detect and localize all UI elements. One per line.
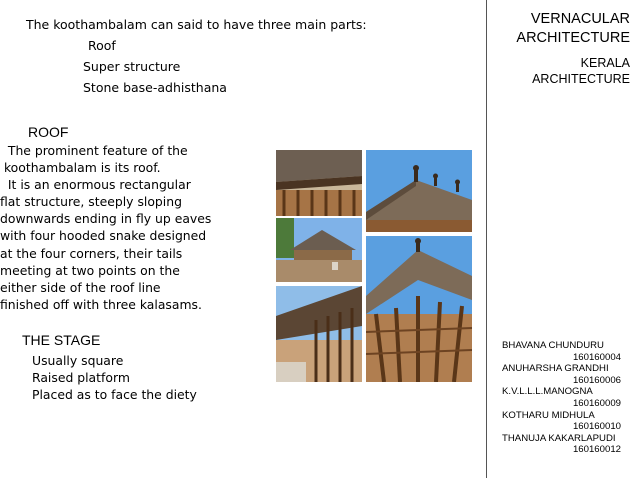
author-entry (502, 340, 632, 363)
author-id: 160160009 (572, 397, 621, 409)
stage-item: Placed as to face the diety (32, 387, 197, 402)
author-id: 160160004 (572, 351, 621, 363)
photo-roof-kalasam (366, 150, 472, 232)
roof-line: meeting at two points on the (0, 262, 180, 278)
roof-line: flat structure, steeply sloping (0, 194, 182, 210)
subtitle-kerala-architecture (532, 55, 630, 87)
author-entry (502, 386, 632, 409)
author-list (502, 340, 632, 456)
intro-lead: The koothambalam can said to have three main parts: (26, 17, 367, 32)
author-name: KOTHARU MIDHULA (502, 409, 595, 421)
intro-block (26, 14, 367, 98)
photo-roof-corner (366, 236, 472, 382)
intro-part-superstructure: Super structure (83, 59, 181, 74)
author-name: ANUHARSHA GRANDHI (502, 363, 609, 375)
subtitle-line: ARCHITECTURE (532, 72, 630, 86)
photo-colonnade (276, 286, 362, 382)
roof-line: It is an enormous rectangular (0, 177, 191, 193)
vertical-divider (486, 0, 487, 478)
author-name: THANUJA KAKARLAPUDI (502, 432, 616, 444)
photo-roof-eave (276, 150, 362, 216)
roof-line: either side of the roof line (0, 279, 161, 295)
intro-part-base: Stone base-adhisthana (83, 80, 227, 95)
author-id: 160160010 (572, 421, 621, 433)
roof-line: at the four corners, their tails (0, 245, 183, 261)
stage-heading: THE STAGE (22, 332, 101, 348)
roof-line: downwards ending in fly up eaves (0, 211, 212, 227)
author-name: BHAVANA CHUNDURU (502, 340, 604, 351)
author-id: 160160006 (572, 374, 621, 386)
roof-line: koothambalam is its roof. (0, 160, 161, 176)
roof-description (0, 142, 268, 313)
photo-koothambalam-exterior (276, 218, 362, 282)
roof-heading: ROOF (28, 124, 69, 140)
author-entry (502, 433, 632, 456)
roof-line: with four hooded snake designed (0, 228, 207, 244)
author-name: K.V.L.L.L.MANOGNA (502, 386, 593, 398)
stage-item: Raised platform (32, 370, 130, 385)
title-vernacular-architecture (516, 10, 630, 48)
title-line: ARCHITECTURE (516, 30, 630, 46)
intro-part-roof: Roof (88, 38, 116, 53)
title-line: VERNACULAR (530, 11, 630, 27)
roof-line: The prominent feature of the (0, 143, 188, 158)
author-entry (502, 410, 632, 433)
author-id: 160160012 (572, 444, 621, 456)
roof-line: finished off with three kalasams. (0, 296, 202, 312)
subtitle-line: KERALA (580, 56, 630, 70)
author-entry (502, 363, 632, 386)
stage-item: Usually square (32, 353, 124, 368)
stage-list (32, 352, 197, 403)
